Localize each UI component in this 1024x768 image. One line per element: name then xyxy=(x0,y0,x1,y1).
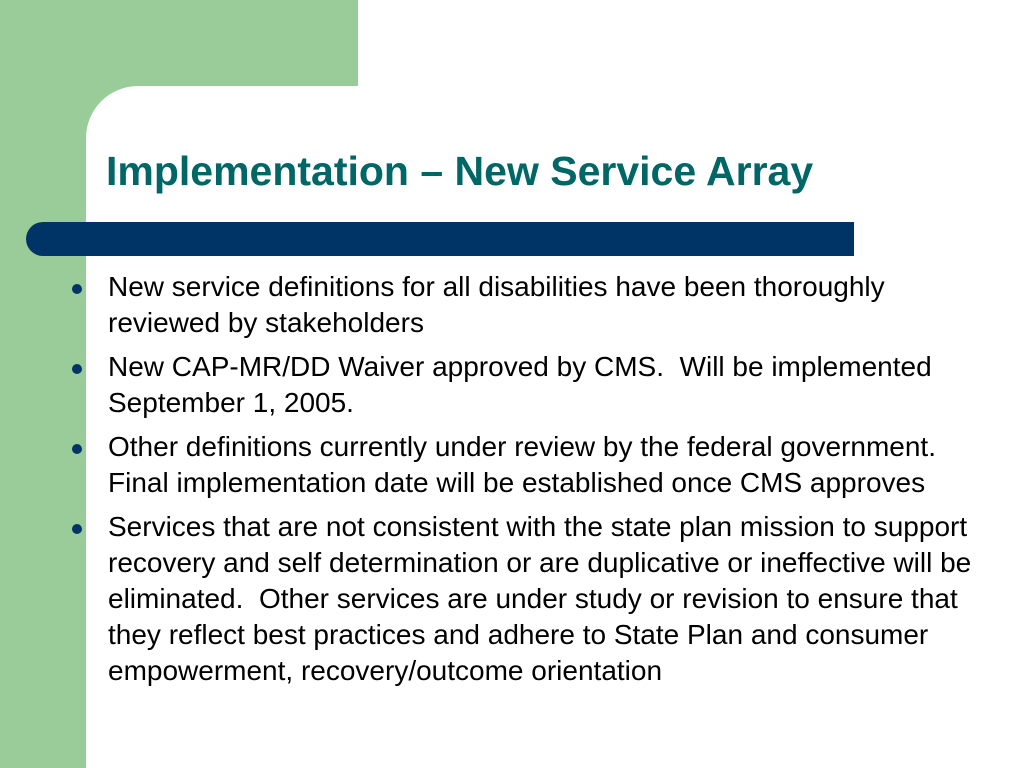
bullet-dot-icon xyxy=(72,284,82,294)
bullet-dot-icon xyxy=(72,444,82,454)
bullet-item xyxy=(0,429,1024,501)
bullet-text: New service definitions for all disabilities have been thoroughly reviewed by stakeholders xyxy=(108,271,893,338)
bullet-text: Services that are not consistent with the state plan mission to support recovery and self determination or are duplicative or ineffective will be eliminated. Other services are under study or revision to ensure that they reflect best practices and adhere to State Plan and consumer empowerment, recovery/outcome orientation xyxy=(108,511,980,686)
bullet-dot-icon xyxy=(72,524,82,534)
bullet-list xyxy=(0,269,1024,697)
bullet-text: New CAP-MR/DD Waiver approved by CMS. Will be implemented September 1, 2005. xyxy=(108,351,940,418)
slide-title: Implementation – New Service Array xyxy=(106,148,814,194)
bullet-item xyxy=(0,509,1024,689)
title-underline-bar xyxy=(26,222,854,256)
bullet-text: Other definitions currently under review by the federal government. Final implementation date will be established once CMS approves xyxy=(108,431,952,498)
bullet-item xyxy=(0,269,1024,341)
bullet-item xyxy=(0,349,1024,421)
bullet-dot-icon xyxy=(72,364,82,374)
